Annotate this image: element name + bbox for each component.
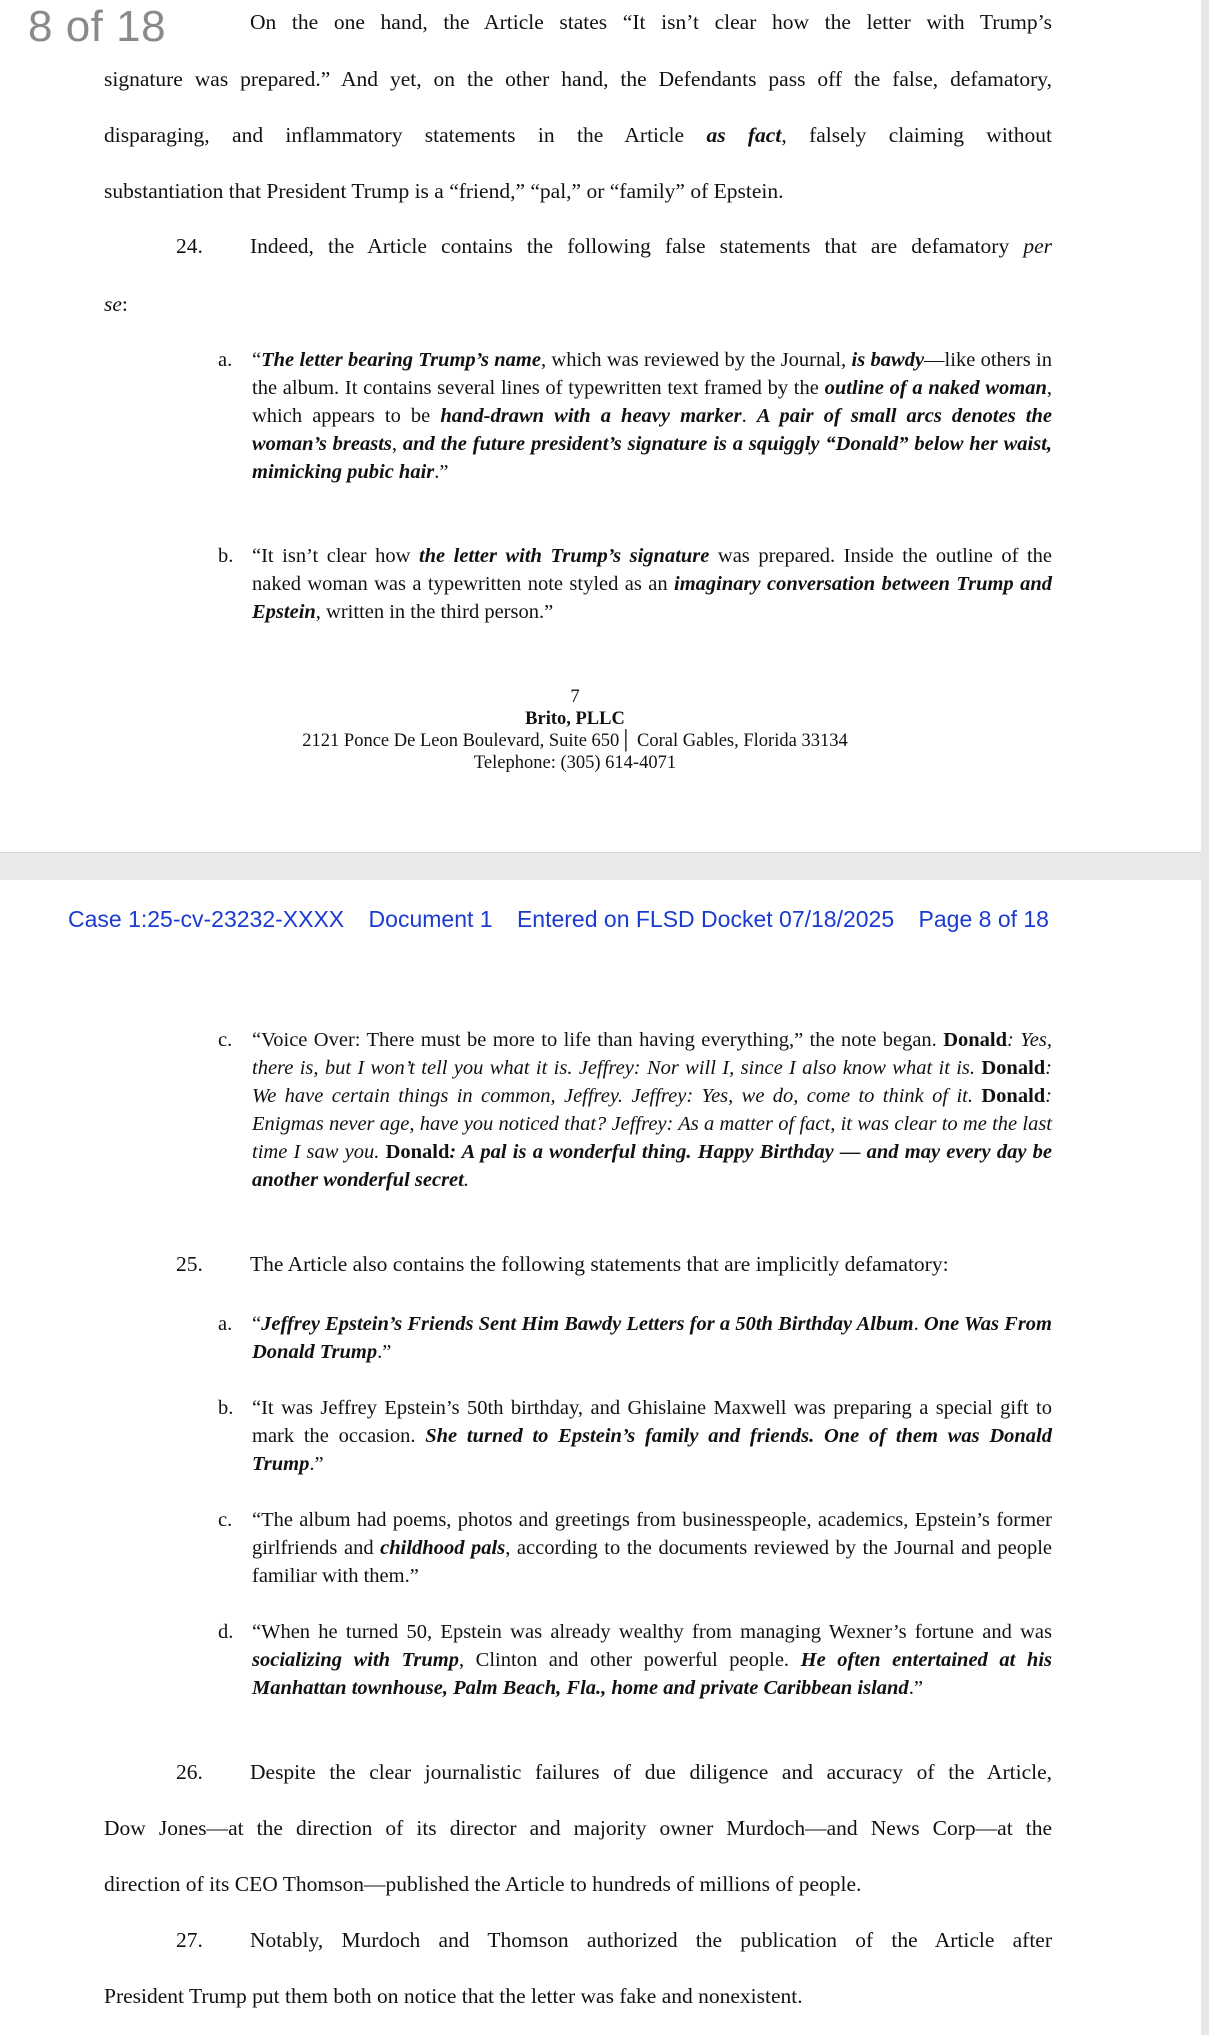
text-run: “It isn’t clear how bbox=[252, 545, 419, 567]
list-letter: c. bbox=[218, 1029, 233, 1051]
text-run: “ bbox=[252, 349, 262, 371]
text-line: Despite the clear journalistic failures of due diligence and accuracy of the Article, bbox=[250, 1760, 1052, 1784]
bold-text: Donald bbox=[981, 1085, 1046, 1107]
list-letter: a. bbox=[218, 1313, 233, 1335]
text-run: “The album had poems, photos and greetings from businesspeople, academics, Epstein’s former girlfriends and bbox=[252, 1509, 1052, 1559]
emphasis-text: The letter bearing Trump’s name bbox=[261, 349, 541, 371]
emphasis-text: socializing with Trump bbox=[252, 1649, 459, 1671]
text-run: was prepared. Inside the outline of the naked woman was a typewritten note styled as an bbox=[252, 545, 1052, 595]
text-run: .” bbox=[309, 1453, 324, 1475]
text-line: direction of its CEO Thomson—published the Article to hundreds of millions of people. bbox=[104, 1872, 862, 1896]
emphasis-text: imaginary conversation between Trump and Epstein bbox=[252, 573, 1052, 623]
emphasis-text: She turned to Epstein’s family and friends. One of them was Donald Trump bbox=[252, 1425, 1053, 1475]
text-line: On the one hand, the Article states “It isn’t clear how the letter with Trump’s bbox=[250, 10, 1052, 34]
page-number: 7 bbox=[570, 687, 580, 707]
page-divider bbox=[0, 852, 1209, 882]
case-number: Case 1:25-cv-23232-XXXX bbox=[68, 906, 345, 932]
paragraph-number: 26. bbox=[176, 1760, 203, 1784]
italic-text: per bbox=[1023, 234, 1052, 258]
list-letter: b. bbox=[218, 1397, 234, 1419]
italic-text: : Enigmas never age, have you noticed that? Jeffrey: As a matter of fact, it was clear to me the last time I saw you. bbox=[252, 1085, 1052, 1163]
italic-text: se bbox=[104, 292, 122, 316]
text-line: signature was prepared.” And yet, on the other hand, the Defendants pass off the false, defamatory, bbox=[104, 67, 1052, 91]
text-run: : bbox=[121, 292, 128, 316]
emphasis-text: is bawdy bbox=[851, 349, 925, 371]
text-line: Dow Jones—at the direction of its director and majority owner Murdoch—and News Corp—at the bbox=[104, 1816, 1052, 1840]
text-run: .” bbox=[434, 461, 449, 483]
text-run: —like others in the album. It contains several lines of typewritten text framed by the bbox=[252, 349, 1052, 399]
text-run: , bbox=[391, 433, 403, 455]
quote-item-25c bbox=[218, 1506, 1052, 1590]
quote-item-a bbox=[218, 346, 1053, 486]
text-line: President Trump put them both on notice that the letter was fake and nonexistent. bbox=[104, 1984, 803, 2008]
emphasis-text: and the future president’s signature is a squiggly “Donald” below her waist, mimicking pubic hair bbox=[252, 433, 1053, 483]
paragraph-number: 24. bbox=[176, 234, 203, 258]
text-run: .” bbox=[908, 1677, 923, 1699]
bold-text: Donald bbox=[981, 1057, 1046, 1079]
case-header bbox=[68, 906, 1168, 933]
italic-text: : We have certain things in common, Jeffrey. Jeffrey: Yes, we do, come to think of it. bbox=[252, 1057, 1052, 1107]
page-of-total: Page 8 of 18 bbox=[918, 906, 1049, 932]
text-run: Indeed, the Article contains the following false statements that are defamatory bbox=[250, 234, 1024, 258]
text-run: , falsely claiming without bbox=[781, 123, 1052, 147]
firm-address: 2121 Ponce De Leon Boulevard, Suite 650│ Coral Gables, Florida 33134 bbox=[302, 731, 848, 751]
viewer-scroll-edge bbox=[1201, 0, 1209, 2035]
emphasis-text: hand-drawn with a heavy marker bbox=[440, 405, 742, 427]
list-letter: a. bbox=[218, 349, 233, 371]
text-run: , Clinton and other powerful people. bbox=[458, 1649, 801, 1671]
emphasis-text: : A pal is a wonderful thing. Happy Birthday — and may every day be another wonderful secret bbox=[252, 1141, 1052, 1191]
text-run: “When he turned 50, Epstein was already wealthy from managing Wexner’s fortune and was bbox=[252, 1621, 1052, 1643]
paragraph-number: 25. bbox=[176, 1252, 203, 1276]
italic-text: . bbox=[463, 1169, 469, 1191]
text-run: , written in the third person.” bbox=[315, 601, 554, 623]
emphasis-text: outline of a naked woman bbox=[824, 377, 1047, 399]
emphasis-text: One Was From Donald Trump bbox=[252, 1313, 1052, 1363]
document-number: Document 1 bbox=[368, 906, 493, 932]
italic-text: : Yes, there is, but I won’t tell you what it is. Jeffrey: Nor will I, since I also know what it is. bbox=[252, 1029, 1052, 1079]
quote-item-25a bbox=[218, 1310, 1052, 1366]
emphasis-text: A pair of small arcs denotes the woman’s breasts bbox=[252, 405, 1052, 455]
quote-item-25b bbox=[218, 1394, 1053, 1478]
quote-item-b bbox=[218, 542, 1052, 626]
text-run: “Voice Over: There must be more to life than having everything,” the note began. bbox=[252, 1029, 944, 1051]
text-line: substantiation that President Trump is a “friend,” “pal,” or “family” of Epstein. bbox=[104, 179, 784, 203]
text-line: Notably, Murdoch and Thomson authorized the publication of the Article after bbox=[250, 1928, 1052, 1952]
emphasis-text: Jeffrey Epstein’s Friends Sent Him Bawdy Letters for a 50th Birthday Album bbox=[261, 1313, 914, 1335]
text-run: . bbox=[741, 405, 757, 427]
emphasis-text: as fact bbox=[706, 123, 782, 147]
text-run: , according to the documents reviewed by the Journal and people familiar with them.” bbox=[252, 1537, 1052, 1587]
paragraph-number: 27. bbox=[176, 1928, 203, 1952]
page-footer bbox=[160, 686, 990, 774]
docket-entry: Entered on FLSD Docket 07/18/2025 bbox=[516, 906, 895, 932]
page-counter: 8 of 18 bbox=[28, 2, 167, 51]
list-letter: d. bbox=[218, 1621, 234, 1643]
text-run: . bbox=[913, 1313, 924, 1335]
list-letter: b. bbox=[218, 545, 234, 567]
text-line bbox=[104, 292, 128, 317]
emphasis-text: He often entertained at his Manhattan townhouse, Palm Beach, Fla., home and private Caribbean island bbox=[252, 1649, 1052, 1699]
emphasis-text: childhood pals bbox=[380, 1537, 506, 1559]
text-line: The Article also contains the following statements that are implicitly defamatory: bbox=[250, 1252, 949, 1276]
text-run: “ bbox=[252, 1313, 262, 1335]
text-line bbox=[250, 234, 1052, 259]
text-run: “It was Jeffrey Epstein’s 50th birthday, and Ghislaine Maxwell was preparing a special gift to mark the occasion. bbox=[252, 1397, 1052, 1447]
document-page-7 bbox=[0, 0, 1209, 852]
text-run: , which was reviewed by the Journal, bbox=[540, 349, 852, 371]
quote-item-c bbox=[218, 1026, 1052, 1194]
bold-text: Donald bbox=[385, 1141, 450, 1163]
text-run: disparaging, and inflammatory statements in the Article bbox=[104, 123, 707, 147]
list-letter: c. bbox=[218, 1509, 233, 1531]
emphasis-text: the letter with Trump’s signature bbox=[418, 545, 710, 567]
text-run: , which appears to be bbox=[252, 377, 1052, 427]
text-line bbox=[104, 123, 1052, 148]
document-page-8 bbox=[0, 880, 1209, 2035]
firm-phone: Telephone: (305) 614-4071 bbox=[473, 753, 677, 773]
text-run: .” bbox=[377, 1341, 392, 1363]
quote-item-25d bbox=[218, 1618, 1052, 1702]
firm-name: Brito, PLLC bbox=[525, 709, 625, 729]
bold-text: Donald bbox=[943, 1029, 1008, 1051]
